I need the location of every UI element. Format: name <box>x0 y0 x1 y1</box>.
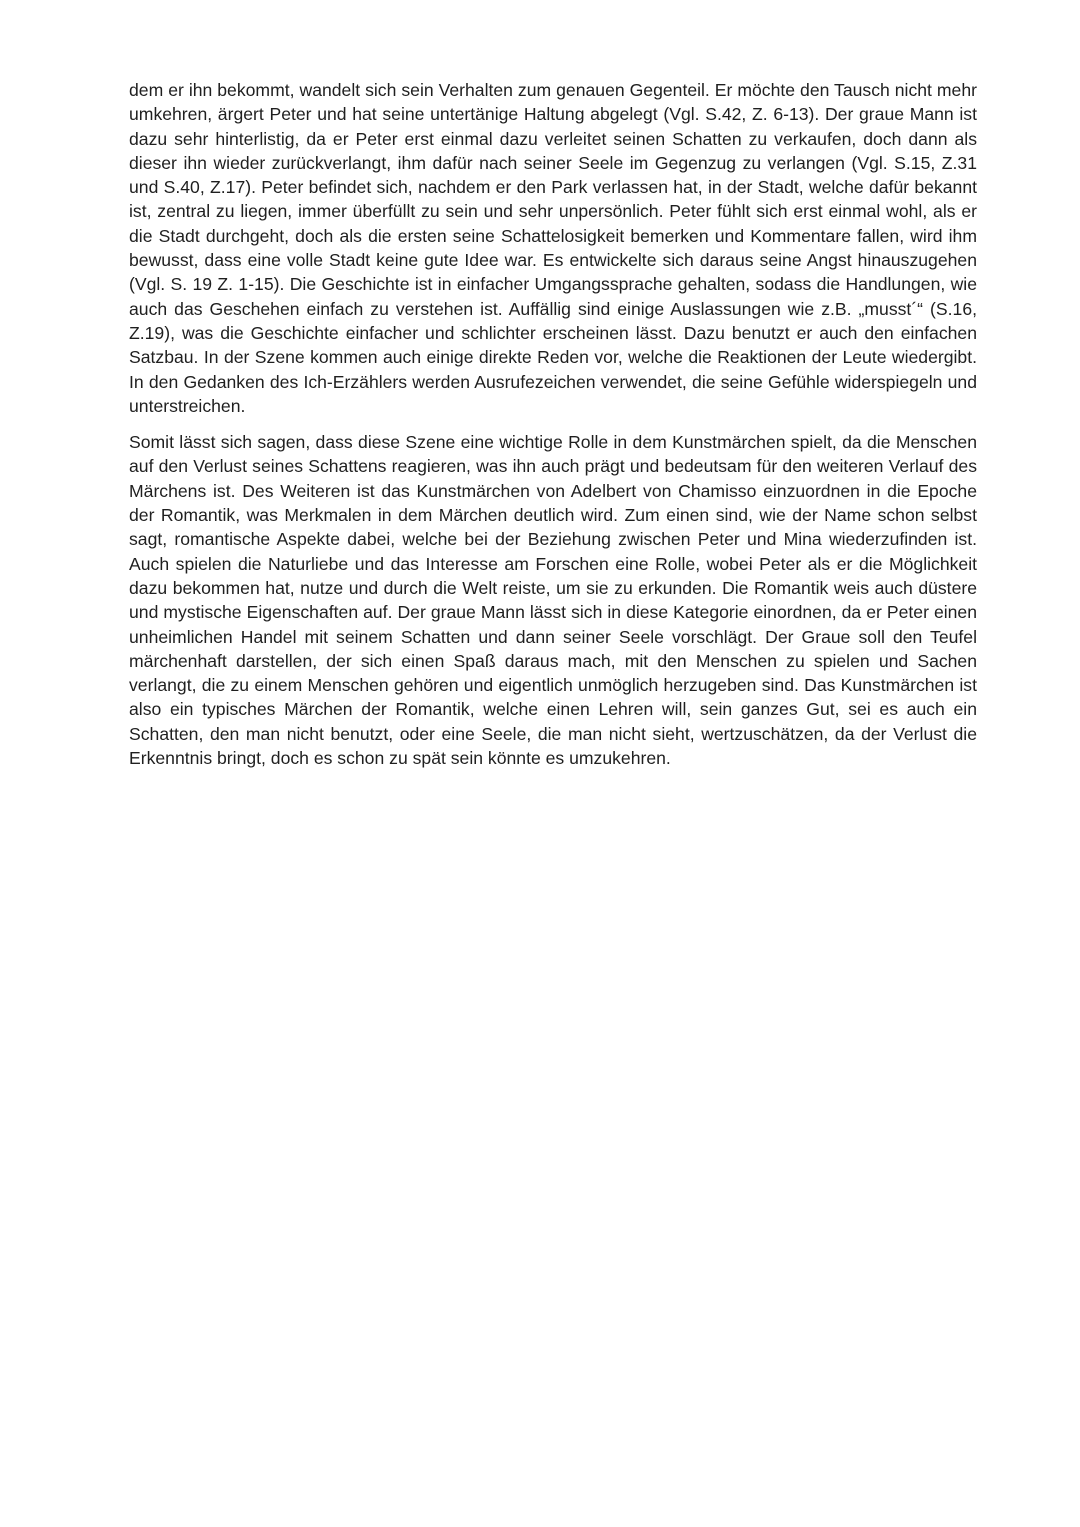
document-body <box>129 78 977 770</box>
body-paragraph-analysis: dem er ihn bekommt, wandelt sich sein Verhalten zum genauen Gegenteil. Er möchte den Tausch nicht mehr umkehren, ärgert Peter und hat seine untertänige Haltung abgelegt (Vgl. S.42, Z. 6-13). Der graue Mann ist dazu sehr hinterlistig, da er Peter erst einmal dazu verleitet seinen Schatten zu verkaufen, doch dann als dieser ihn wieder zurückverlangt, ihm dafür nach seiner Seele im Gegenzug zu verlangen (Vgl. S.15, Z.31 und S.40, Z.17). Peter befindet sich, nachdem er den Park verlassen hat, in der Stadt, welche dafür bekannt ist, zentral zu liegen, immer überfüllt zu sein und sehr unpersönlich. Peter fühlt sich erst einmal wohl, als er die Stadt durchgeht, doch als die ersten seine Schattelosigkeit bemerken und Kommentare fallen, wird ihm bewusst, dass eine volle Stadt keine gute Idee war. Es entwickelte sich daraus seine Angst hinauszugehen (Vgl. S. 19 Z. 1-15). Die Geschichte ist in einfacher Umgangssprache gehalten, sodass die Handlungen, wie auch das Geschehen einfach zu verstehen ist. Auffällig sind einige Auslassungen wie z.B. „musst´“ (S.16, Z.19), was die Geschichte einfacher und schlichter erscheinen lässt. Dazu benutzt er auch den einfachen Satzbau. In der Szene kommen auch einige direkte Reden vor, welche die Reaktionen der Leute wiedergibt. In den Gedanken des Ich-Erzählers werden Ausrufezeichen verwendet, die seine Gefühle widerspiegeln und unterstreichen. <box>129 80 977 416</box>
body-paragraph-conclusion: Somit lässt sich sagen, dass diese Szene eine wichtige Rolle in dem Kunstmärchen spielt, da die Menschen auf den Verlust seines Schattens reagieren, was ihn auch prägt und bedeutsam für den weiteren Verlauf des Märchens ist. Des Weiteren ist das Kunstmärchen von Adelbert von Chamisso einzuordnen in die Epoche der Romantik, was Merkmalen in dem Märchen deutlich wird. Zum einen sind, wie der Name schon selbst sagt, romantische Aspekte dabei, welche bei der Beziehung zwischen Peter und Mina wiederzufinden ist. Auch spielen die Naturliebe und das Interesse am Forschen eine Rolle, wobei Peter als er die Möglichkeit dazu bekommen hat, nutze und durch die Welt reiste, um sie zu erkunden. Die Romantik weis auch düstere und mystische Eigenschaften auf. Der graue Mann lässt sich in diese Kategorie einordnen, da er Peter einen unheimlichen Handel mit seinem Schatten und dann seiner Seele vorschlägt. Der Graue soll den Teufel märchenhaft darstellen, der sich einen Spaß daraus mach, mit den Menschen zu spielen und Sachen verlangt, die zu einem Menschen gehören und eigentlich unmöglich herzugeben sind. Das Kunstmärchen ist also ein typisches Märchen der Romantik, welche einen Lehren will, sein ganzes Gut, sei es auch ein Schatten, den man nicht benutzt, oder eine Seele, die man nicht sieht, wertzuschätzen, da der Verlust die Erkenntnis bringt, doch es schon zu spät sein könnte es umzukehren. <box>129 432 977 769</box>
